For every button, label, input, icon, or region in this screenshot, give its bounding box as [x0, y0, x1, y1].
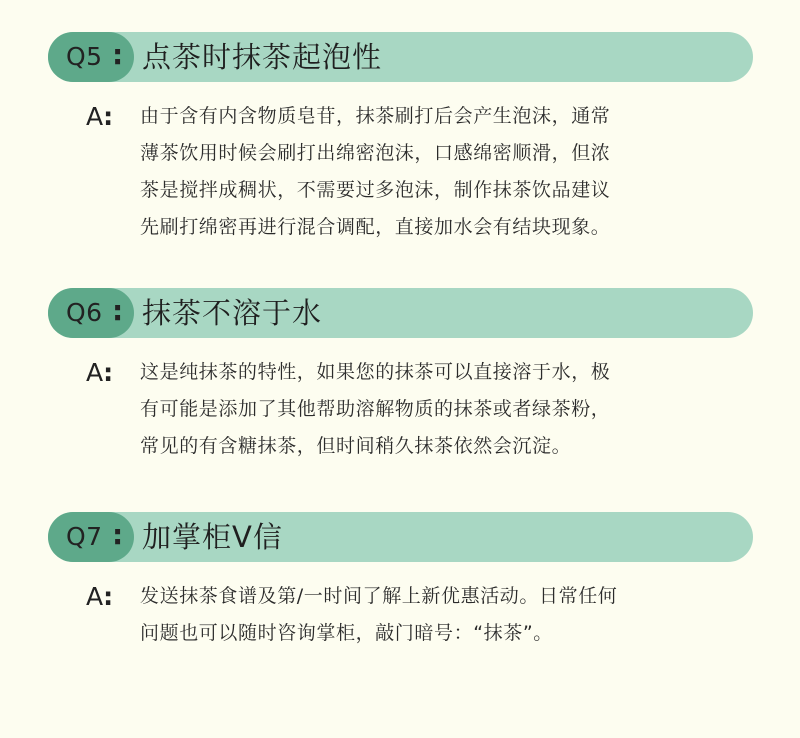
question-title: 加掌柜V信 — [142, 520, 283, 554]
question-number: Q5 — [66, 42, 103, 71]
question-number: Q6 — [66, 298, 103, 327]
answer-mark — [86, 582, 113, 612]
answer-letter: A — [86, 102, 104, 131]
answer-text — [140, 354, 730, 465]
answer-mark — [86, 102, 113, 132]
answer-colon: : — [103, 358, 114, 387]
answer-letter: A — [86, 582, 104, 611]
answer-line: 薄茶饮用时候会刷打出绵密泡沫，口感绵密顺滑，但浓 — [140, 142, 611, 164]
question-colon: : — [112, 294, 124, 327]
answer-line: 由于含有内含物质皂苷，抹茶刷打后会产生泡沫，通常 — [140, 105, 611, 127]
question-colon: : — [112, 38, 124, 71]
answer-text — [140, 578, 730, 652]
answer-line: 先刷打绵密再进行混合调配，直接加水会有结块现象。 — [140, 216, 611, 238]
answer-colon: : — [103, 582, 114, 611]
answer-line: 问题也可以随时咨询掌柜，敲门暗号：“抹茶”。 — [140, 622, 553, 644]
question-title: 点茶时抹茶起泡性 — [142, 40, 383, 74]
answer-line: 发送抹茶食谱及第/一时间了解上新优惠活动。日常任何 — [140, 585, 618, 607]
question-number: Q7 — [66, 522, 103, 551]
answer-line: 茶是搅拌成稠状，不需要过多泡沫，制作抹茶饮品建议 — [140, 179, 611, 201]
answer-line: 这是纯抹茶的特性，如果您的抹茶可以直接溶于水，极 — [140, 361, 611, 383]
answer-line: 有可能是添加了其他帮助溶解物质的抹茶或者绿茶粉， — [140, 398, 611, 420]
answer-text — [140, 98, 730, 246]
answer-line: 常见的有含糖抹茶，但时间稍久抹茶依然会沉淀。 — [140, 435, 572, 457]
answer-mark — [86, 358, 113, 388]
question-title: 抹茶不溶于水 — [142, 296, 323, 330]
answer-letter: A — [86, 358, 104, 387]
answer-colon: : — [103, 102, 114, 131]
question-colon: : — [112, 518, 124, 551]
